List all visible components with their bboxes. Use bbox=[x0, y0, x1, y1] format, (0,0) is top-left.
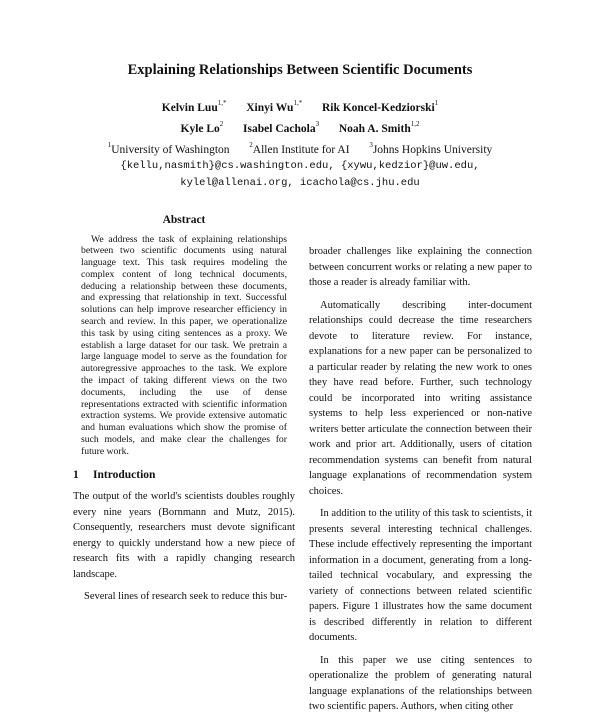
body-paragraph: Automatically describing inter-document relationships could decrease the time researchers devote to literature review. For instance, explanations for a new paper can be personalized to a particular reader by relating the new work to ones they have read before. Further, such technology could be incorporated into writing assistance systems to help less experienced or non-native writers better articulate the connection between their work and prior art. Additionally, users of citation recommendation systems can benefit from natural language explanations of recommendation system choices. bbox=[309, 299, 532, 497]
author-affil-marker: 1,* bbox=[293, 99, 303, 107]
author-block bbox=[0, 96, 600, 192]
affiliation-marker: 1 bbox=[107, 140, 112, 149]
section-number: 1 bbox=[73, 468, 79, 481]
affiliation-marker: 3 bbox=[369, 140, 373, 149]
author-row-2 bbox=[0, 117, 600, 138]
author-name: Isabel Cachola bbox=[243, 122, 316, 135]
section-title: Introduction bbox=[93, 468, 156, 481]
abstract-text bbox=[81, 234, 287, 458]
author-name: Kyle Lo bbox=[180, 122, 220, 135]
affiliation-marker: 2 bbox=[249, 140, 253, 149]
affiliation-row bbox=[0, 138, 600, 159]
body-paragraph: broader challenges like explaining the connection between concurrent works or relating a new paper to those a reader is already familiar with. bbox=[309, 246, 532, 288]
body-paragraph: In this paper we use citing sentences to operationalize the problem of generating natural language explanations of the relationships between two scientific papers. Authors, when citing other bbox=[309, 654, 532, 712]
author-row-1 bbox=[0, 96, 600, 117]
right-column bbox=[309, 244, 532, 722]
body-paragraph: In addition to the utility of this task to scientists, it presents several interesting technical challenges. These include effectively representing the important information in a document, generating from a long-tailed technical vocabulary, and expressing the variety of connections between related scientific papers. Figure 1 illustrates how the same document is described differently in relation to different documents. bbox=[309, 508, 532, 643]
author-affil-marker: 2 bbox=[219, 119, 224, 128]
paper-title: Explaining Relationships Between Scientific Documents bbox=[127, 62, 473, 78]
abstract-heading: Abstract bbox=[162, 214, 206, 226]
abstract-body-text: We address the task of explaining relationships between two scientific documents using natural language text. This task requires modeling the complex content of long technical documents, deducing a relationship between these documents, and expressing that relationship in text. Successful solutions can help improve researcher efficiency in search and review. In this paper, we operationalize this task by using citing sentences as a proxy. We establish a large dataset for our task. We pretrain a large language model to serve as the foundation for autoregressive approaches to the task. We explore the impact of taking different views on the two documents, including the use of dense representations extracted with scientific information extraction systems. We provide extensive automatic and human evaluations which show the promise of such models, and make clear the challenges for future work. bbox=[81, 233, 287, 457]
author-affil-marker: 1,2 bbox=[410, 119, 420, 128]
author-affil-marker: 3 bbox=[315, 119, 320, 128]
affiliation-text: Johns Hopkins University bbox=[372, 143, 493, 156]
email-line: kylel@allenai.org, icachola@cs.jhu.edu bbox=[180, 177, 420, 190]
affiliation-text: Allen Institute for AI bbox=[252, 143, 350, 156]
section-heading-introduction bbox=[73, 468, 295, 484]
author-affil-marker: 1,* bbox=[217, 99, 227, 107]
body-paragraph: Several lines of research seek to reduce this bur- bbox=[84, 591, 288, 603]
author-affil-marker: 1 bbox=[434, 99, 439, 107]
affiliation-text: University of Washington bbox=[111, 143, 230, 156]
email-line: {kellu,nasmith}@cs.washington.edu, {xywu,kedzior}@uw.edu, bbox=[120, 160, 480, 173]
left-column bbox=[73, 213, 295, 612]
author-name: Noah A. Smith bbox=[338, 122, 411, 135]
author-name: Rik Koncel-Kedziorski bbox=[321, 101, 435, 114]
author-name: Kelvin Luu bbox=[161, 101, 218, 114]
body-paragraph: The output of the world's scientists doubles roughly every nine years (Bornmann and Mutz, 2015). Consequently, researchers must devote significant energy to quickly understand how a new piece of research fits with a rapidly changing research landscape. bbox=[73, 491, 295, 580]
author-name: Xinyi Wu bbox=[246, 101, 294, 114]
